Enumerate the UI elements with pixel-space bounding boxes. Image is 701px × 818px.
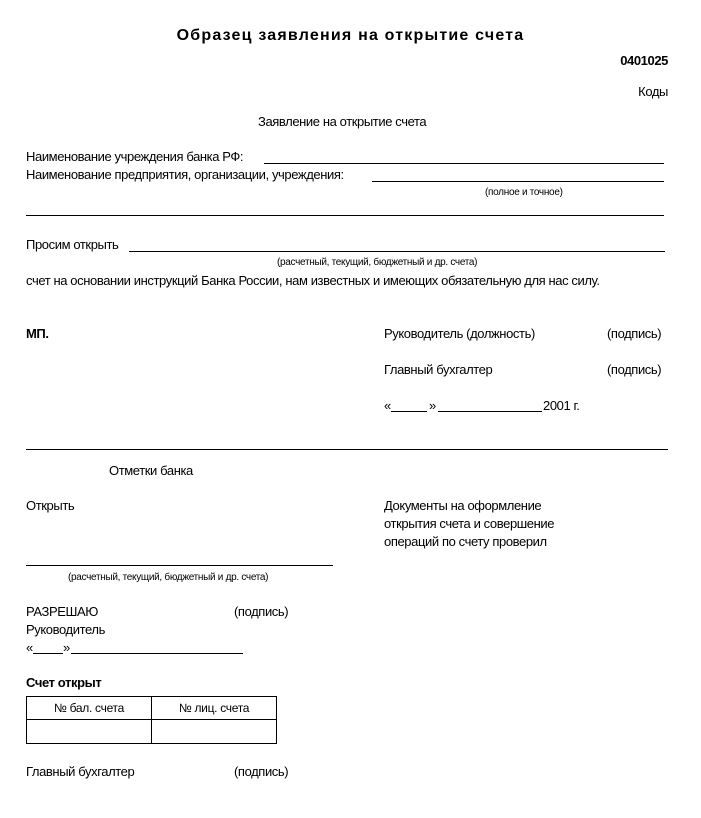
open-account-type-field[interactable] xyxy=(26,565,333,566)
enterprise-name-field[interactable] xyxy=(372,181,664,182)
head-signature-label: (подпись) xyxy=(607,326,662,341)
personal-account-header: № лиц. счета xyxy=(152,697,277,720)
approve-date-open-quote: « xyxy=(26,640,33,655)
request-open-label: Просим открыть xyxy=(26,237,119,252)
account-type-field[interactable] xyxy=(129,251,665,252)
codes-label: Коды xyxy=(638,84,668,99)
open-label: Открыть xyxy=(26,498,75,513)
account-types-hint-2: (расчетный, текущий, бюджетный и др. счета) xyxy=(68,572,269,583)
bank-name-label: Наименование учреждения банка РФ: xyxy=(26,149,244,164)
form-code: 0401025 xyxy=(620,53,668,68)
documents-checked-line-2: открытия счета и совершение xyxy=(384,516,555,531)
approve-date-month-field[interactable] xyxy=(71,653,243,654)
chief-accountant-signature-label: (подпись) xyxy=(607,362,662,377)
date-day-field[interactable] xyxy=(391,411,427,412)
head-position-label: Руководитель (должность) xyxy=(384,326,535,341)
enterprise-name-field-continued[interactable] xyxy=(26,215,664,216)
approve-label: РАЗРЕШАЮ xyxy=(26,604,99,619)
date-year: 2001 г. xyxy=(543,398,580,413)
section-divider xyxy=(26,449,668,450)
chief-accountant-label-2: Главный бухгалтер xyxy=(26,764,135,779)
account-types-hint: (расчетный, текущий, бюджетный и др. счета) xyxy=(277,257,478,268)
approve-signature-label: (подпись) xyxy=(234,604,289,619)
balance-account-cell[interactable] xyxy=(27,720,152,744)
document-title: Образец заявления на открытие счета xyxy=(176,27,525,44)
balance-account-header: № бал. счета xyxy=(27,697,152,720)
bank-marks-label: Отметки банка xyxy=(109,463,193,478)
personal-account-cell[interactable] xyxy=(152,720,277,744)
approve-head-label: Руководитель xyxy=(26,622,105,637)
application-subtitle: Заявление на открытие счета xyxy=(258,114,427,129)
date-month-field[interactable] xyxy=(438,411,542,412)
bank-name-field[interactable] xyxy=(264,163,664,164)
chief-accountant-signature-label-2: (подпись) xyxy=(234,764,289,779)
documents-checked-line-1: Документы на оформление xyxy=(384,498,542,513)
account-opened-label: Счет открыт xyxy=(26,675,102,690)
basis-text: счет на основании инструкций Банка России, нам известных и имеющих обязательную для нас силу. xyxy=(26,273,600,288)
approve-date-day-field[interactable] xyxy=(33,653,63,654)
seal-label: МП. xyxy=(26,326,49,341)
date-close-quote: » xyxy=(429,398,436,413)
enterprise-name-label: Наименование предприятия, организации, учреждения: xyxy=(26,167,344,182)
account-numbers-table xyxy=(26,696,277,744)
documents-checked-line-3: операций по счету проверил xyxy=(384,534,547,549)
approve-date-close-quote: » xyxy=(63,640,70,655)
full-exact-hint: (полное и точное) xyxy=(485,187,563,198)
date-open-quote: « xyxy=(384,398,391,413)
chief-accountant-label: Главный бухгалтер xyxy=(384,362,493,377)
